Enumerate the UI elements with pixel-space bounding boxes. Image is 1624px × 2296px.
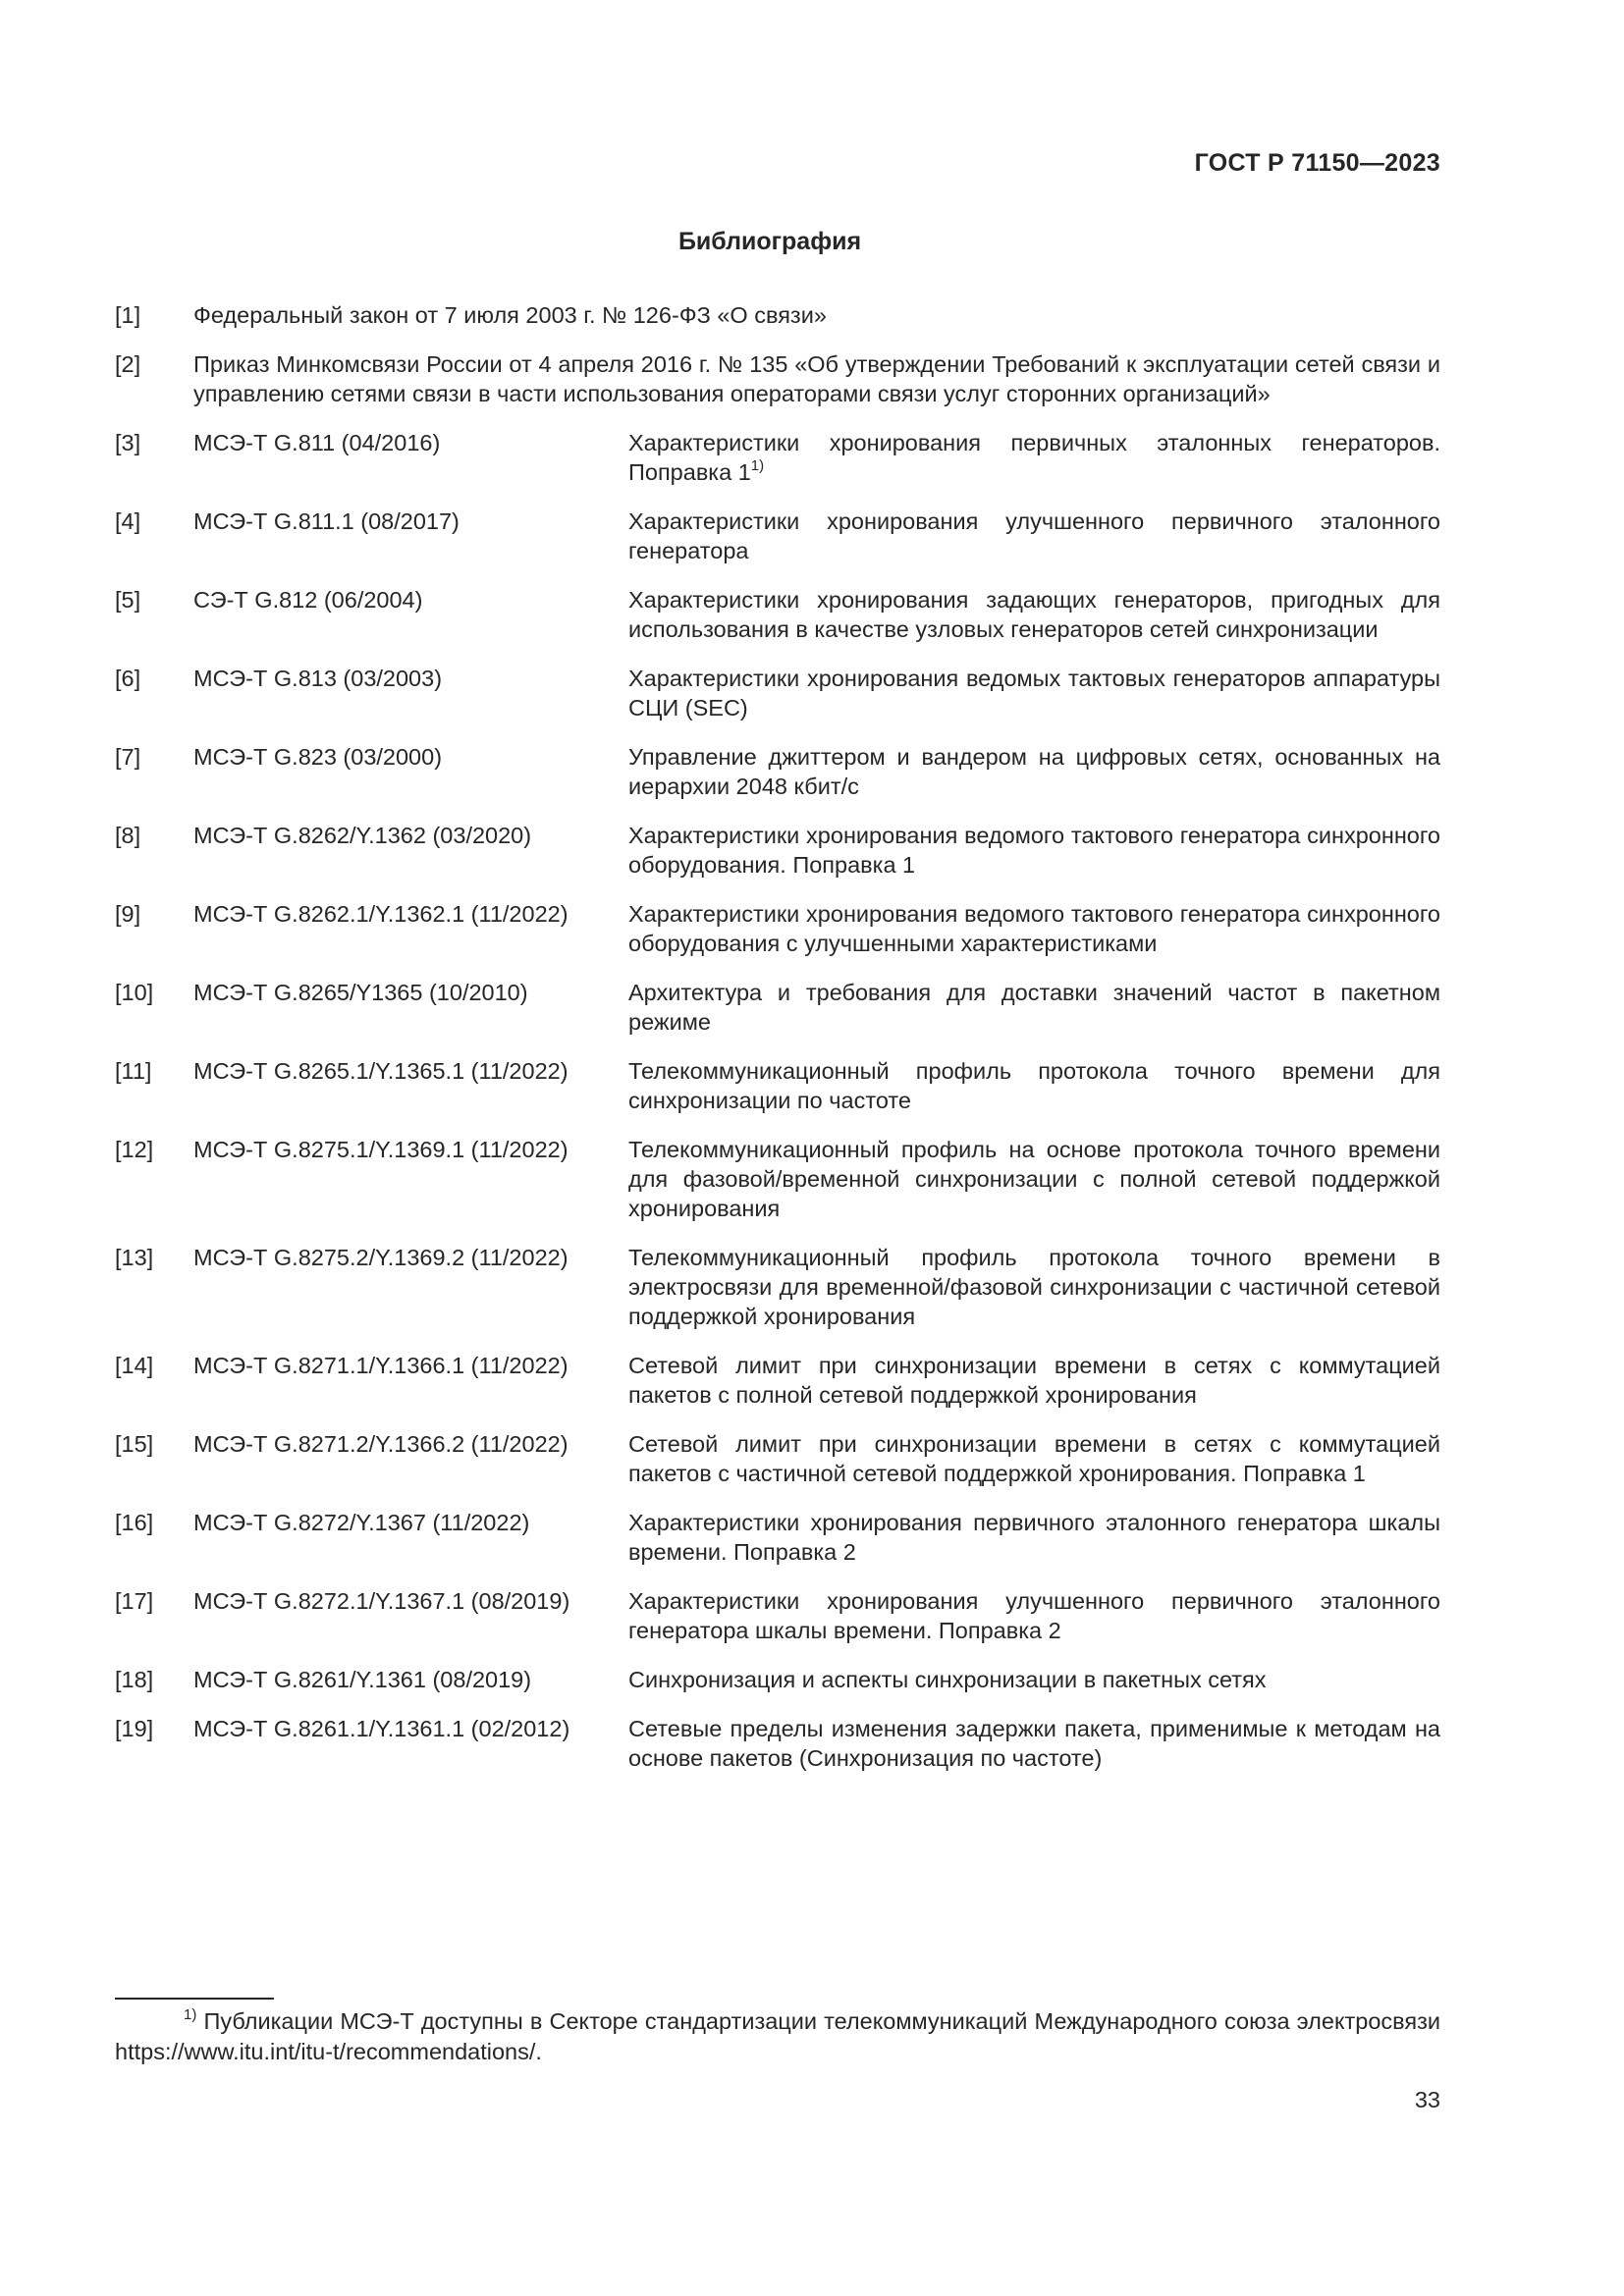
bibliography-entry [115,507,1440,565]
entry-code: МСЭ-Т G.8262/Y.1362 (03/2020) [193,823,532,848]
entry-number: [18] [115,1667,154,1692]
entry-description: Управление джиттером и вандером на цифровых сетях, основанных на иерархии 2048 кбит/с [628,744,1440,799]
bibliography-entry [115,1135,1440,1223]
entry-number: [12] [115,1137,154,1162]
entry-code: МСЭ-Т G.8265.1/Y.1365.1 (11/2022) [193,1058,568,1084]
bibliography-entry [115,1056,1440,1115]
entry-code: МСЭ-Т G.8275.1/Y.1369.1 (11/2022) [193,1137,568,1162]
entry-number: [17] [115,1588,154,1614]
entry-number: [5] [115,587,141,613]
entry-description: Телекоммуникационный профиль на основе протокола точного времени для фазовой/временной синхронизации с полной сетевой поддержкой хронирования [628,1137,1440,1221]
entry-number: [7] [115,744,141,770]
entry-description: Характеристики хронирования ведомого тактового генератора синхронного оборудования. Поправка 1 [628,823,1440,878]
bibliography-entry [115,1243,1440,1331]
entry-code: МСЭ-Т G.8272.1/Y.1367.1 (08/2019) [193,1588,570,1614]
entry-text: Приказ Минкомсвязи России от 4 апреля 2016 г. № 135 «Об утверждении Требований к эксплуатации сетей связи и управлению сетями связи в части использования операторами связи услуг сторонних организаций» [193,351,1440,406]
footnote-text: Публикации МСЭ-Т доступны в Секторе стандартизации телекоммуникаций Международного союза электросвязи https://www.itu.int/itu-t/recommendations/. [115,2008,1440,2064]
entry-description: Телекоммуникационный профиль протокола точного времени для синхронизации по частоте [628,1058,1440,1113]
entry-number: [1] [115,302,141,328]
entry-description [628,428,1440,487]
entry-description-text: Характеристики хронирования первичных эталонных генераторов. Поправка 1 [628,430,1440,485]
entry-code: МСЭ-Т G.8265/Y1365 (10/2010) [193,980,528,1005]
entry-code: МСЭ-Т G.8271.1/Y.1366.1 (11/2022) [193,1353,568,1378]
footnote-marker: 1) [750,457,765,474]
entry-description: Синхронизация и аспекты синхронизации в пакетных сетях [628,1667,1267,1692]
entry-number: [13] [115,1245,154,1270]
entry-code: МСЭ-Т G.8262.1/Y.1362.1 (11/2022) [193,901,568,927]
entry-description: Телекоммуникационный профиль протокола точного времени в электросвязи для временной/фазовой синхронизации с частичной сетевой поддержкой хронирования [628,1245,1440,1329]
page-title: Библиография [677,228,862,255]
entry-description: Характеристики хронирования ведомого тактового генератора синхронного оборудования с улучшенными характеристиками [628,901,1440,956]
bibliography-entry [115,1714,1440,1773]
entry-code: СЭ-Т G.812 (06/2004) [193,587,423,613]
footnote-marker: 1) [184,2006,197,2023]
entry-code: МСЭ-Т G.811 (04/2016) [193,430,441,455]
footnote-divider [115,1998,274,2000]
entry-description: Характеристики хронирования улучшенного первичного эталонного генератора шкалы времени. Поправка 2 [628,1588,1440,1643]
bibliography-list [115,300,1440,1792]
entry-number: [16] [115,1510,154,1535]
entry-code: МСЭ-Т G.8275.2/Y.1369.2 (11/2022) [193,1245,568,1270]
entry-code: МСЭ-Т G.813 (03/2003) [193,666,443,691]
bibliography-entry [115,428,1440,487]
entry-description: Характеристики хронирования улучшенного первичного эталонного генератора [628,508,1440,563]
entry-number: [2] [115,351,141,377]
entry-number: [11] [115,1058,152,1084]
bibliography-entry [115,300,1440,330]
bibliography-entry [115,742,1440,801]
entry-code: МСЭ-Т G.8261.1/Y.1361.1 (02/2012) [193,1716,570,1741]
bibliography-entry [115,664,1440,722]
bibliography-entry [115,1665,1440,1694]
bibliography-entry [115,899,1440,958]
bibliography-entry [115,978,1440,1037]
entry-description: Характеристики хронирования ведомых тактовых генераторов аппаратуры СЦИ (SEC) [628,666,1440,721]
document-code-header: ГОСТ Р 71150—2023 [1194,149,1440,177]
entry-number: [3] [115,430,141,455]
entry-number: [6] [115,666,141,691]
entry-description: Характеристики хронирования задающих генераторов, пригодных для использования в качестве узловых генераторов сетей синхронизации [628,587,1440,642]
entry-code: МСЭ-Т G.811.1 (08/2017) [193,508,460,534]
entry-description: Характеристики хронирования первичного эталонного генератора шкалы времени. Поправка 2 [628,1510,1440,1565]
entry-description: Архитектура и требования для доставки значений частот в пакетном режиме [628,980,1440,1035]
page-number: 33 [1414,2087,1440,2112]
footnote [115,2006,1440,2067]
entry-number: [4] [115,508,141,534]
bibliography-entry [115,1429,1440,1488]
entry-description: Сетевой лимит при синхронизации времени в сетях с коммутацией пакетов с полной сетевой поддержкой хронирования [628,1353,1440,1408]
bibliography-entry [115,1351,1440,1410]
entry-number: [10] [115,980,154,1005]
entry-number: [14] [115,1353,154,1378]
entry-text: Федеральный закон от 7 июля 2003 г. № 126-ФЗ «О связи» [193,302,827,328]
entry-description: Сетевые пределы изменения задержки пакета, применимые к методам на основе пакетов (Синхронизация по частоте) [628,1716,1440,1771]
bibliography-entry [115,1586,1440,1645]
entry-number: [9] [115,901,141,927]
bibliography-entry [115,1508,1440,1567]
entry-code: МСЭ-Т G.8272/Y.1367 (11/2022) [193,1510,530,1535]
entry-number: [15] [115,1431,154,1457]
entry-description: Сетевой лимит при синхронизации времени в сетях с коммутацией пакетов с частичной сетевой поддержкой хронирования. Поправка 1 [628,1431,1440,1486]
entry-code: МСЭ-Т G.8271.2/Y.1366.2 (11/2022) [193,1431,568,1457]
entry-code: МСЭ-Т G.823 (03/2000) [193,744,443,770]
entry-number: [19] [115,1716,154,1741]
bibliography-entry [115,585,1440,644]
entry-number: [8] [115,823,141,848]
bibliography-entry [115,821,1440,880]
bibliography-entry [115,349,1440,408]
entry-code: МСЭ-Т G.8261/Y.1361 (08/2019) [193,1667,532,1692]
